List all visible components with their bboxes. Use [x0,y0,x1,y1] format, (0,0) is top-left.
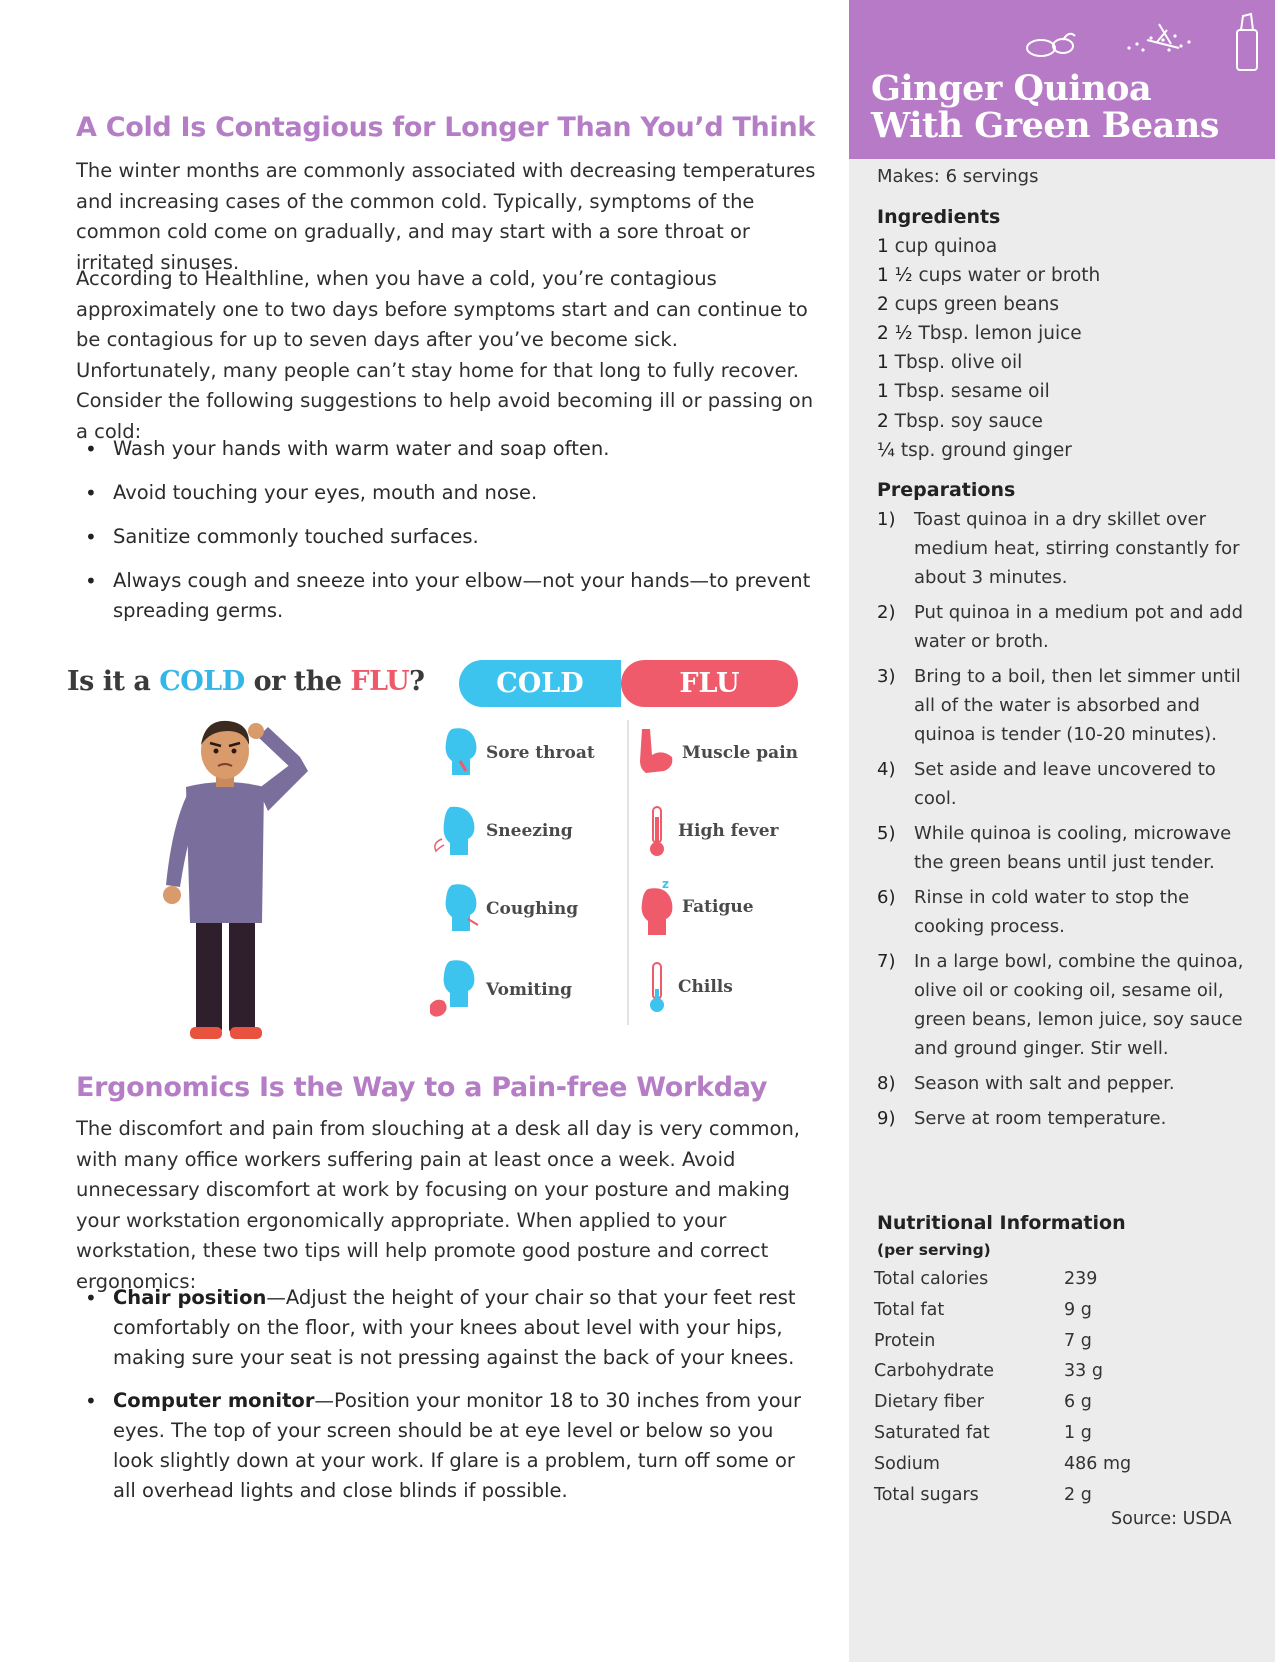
symptom-fatigue [636,877,754,937]
table-row [874,1264,1184,1295]
tip-text: —Adjust the height of your chair so that your feet rest comfortably on the floor, with your knees about level with your hips, making sure your seat is not pressing against the back of your knees. [113,1286,796,1369]
nutrient-value: 486 mg [1064,1453,1132,1474]
list-item [877,436,1100,465]
table-row [874,1326,1184,1357]
list-item: • Avoid touching your eyes, mouth and nose. [76,478,816,508]
table-row [874,1449,1184,1480]
article-title-ergonomics: Ergonomics Is the Way to a Pain-free Workday [76,1072,768,1103]
nutrient-name: Dietary fiber [874,1392,984,1413]
recipe-title [871,70,1271,144]
symptom-coughing [442,881,578,937]
nutrient-value: 2 g [1064,1484,1092,1505]
ingredient-item: tsp. ground ginger [894,439,1072,461]
list-item [877,755,1257,813]
ingredient-item: Tbsp. sesame oil [888,381,1050,403]
nutrient-name: Total sugars [874,1484,979,1505]
sore-throat-icon [442,725,480,781]
recipe-title-line: Ginger Quinoa [871,68,1152,109]
symptom-label: High fever [678,821,779,841]
table-row [874,1295,1184,1326]
ingredients-list [877,232,1100,465]
table-row [874,1480,1184,1511]
step-number: 9) [877,1108,896,1129]
list-item [877,1069,1257,1098]
symptom-vomiting [422,957,572,1023]
ingredient-item: Tbsp. lemon juice [912,323,1082,345]
symptom-muscle-pain [636,725,798,781]
symptom-label: Muscle pain [682,743,799,763]
step-text: Season with salt and pepper. [914,1073,1175,1094]
symptom-label: Fatigue [682,897,754,917]
step-number: 4) [877,759,896,780]
symptom-label: Coughing [486,899,579,919]
sneezing-icon [430,803,480,859]
list-item [877,1104,1257,1133]
confused-person-illustration [150,715,320,1040]
ingredient-qty: 1 [877,381,889,403]
article-paragraph: According to Healthline, when you have a cold, you’re contagious approximately one to two days before symptoms start and can continue to be contagious for up to seven days after you’ve become sick. Unfortunately, many people can’t stay home for that long to fully recover. Consider the following suggestions to help avoid becoming ill or passing on a cold: [76,267,814,443]
step-text: Rinse in cold water to stop the cooking process. [914,887,1190,937]
list-item [877,883,1257,941]
nutrition-table [874,1264,1184,1510]
list-item [877,232,1100,261]
list-item [877,290,1100,319]
recipe-banner [849,0,1275,159]
symptom-label: Sneezing [486,821,573,841]
ingredients-heading: Ingredients [877,206,1001,228]
step-text: Bring to a boil, then let simmer until all of the water is absorbed and quinoa is tender (10-20 minutes). [914,666,1241,745]
step-number: 5) [877,823,896,844]
list-item [877,662,1257,749]
tip-term: Chair position [113,1286,267,1309]
nutrient-value: 33 g [1064,1361,1103,1382]
vomiting-icon [422,957,480,1023]
step-number: 1) [877,509,896,530]
step-text: In a large bowl, combine the quinoa, olive oil or cooking oil, sesame oil, green beans, lemon juice, soy sauce and ground ginger. Stir well. [914,951,1244,1059]
recipe-title-line: With Green Beans [871,105,1219,146]
symptom-chills [642,959,733,1015]
nutrient-value: 9 g [1064,1299,1092,1320]
list-item [76,1386,816,1506]
symptom-label: Chills [678,977,733,997]
list-item [877,505,1257,592]
list-item [877,348,1100,377]
nutrient-name: Saturated fat [874,1422,990,1443]
ingredient-qty: 1 [877,236,889,257]
ingredient-qty: 2 [877,410,889,432]
symptom-sore-throat [442,725,595,781]
cold-tips-list [76,434,816,640]
infographic-question [67,666,424,697]
step-number: 3) [877,666,896,687]
question-cold: COLD [159,666,245,697]
servings-text: Makes: 6 servings [877,166,1039,187]
ingredient-qty: ¼ [877,439,895,461]
svg-text:z: z [662,877,669,891]
table-row [874,1418,1184,1449]
nutrition-heading: Nutritional Information [877,1212,1126,1234]
nutrient-name: Sodium [874,1453,940,1474]
ergonomics-tips-list [76,1283,816,1519]
cold-header: COLD [459,660,621,707]
source-credit: Source: USDA [1111,1509,1232,1529]
tip-term: Computer monitor [113,1389,315,1412]
nutrition-subheading: (per serving) [877,1241,991,1259]
muscle-pain-icon [636,725,676,781]
symptom-label: Vomiting [486,980,572,1000]
list-item [877,319,1100,348]
list-item [877,377,1100,406]
column-divider [627,720,629,1025]
recipe-sidebar [849,0,1275,1662]
ingredient-qty: 1 [877,352,889,374]
step-text: Serve at room temperature. [914,1108,1167,1129]
nutrient-name: Protein [874,1330,936,1351]
table-row [874,1356,1184,1387]
article-title-cold: A Cold Is Contagious for Longer Than You’d Think [76,112,816,143]
question-text: ? [409,666,425,697]
thermometer-icon [642,803,672,859]
step-number: 8) [877,1073,896,1094]
list-item [76,1283,816,1373]
question-text: Is it a [67,666,160,697]
ingredient-qty: 2 [877,294,889,316]
fatigue-icon [636,877,676,937]
step-number: 2) [877,602,896,623]
nutrient-value: 6 g [1064,1392,1092,1413]
ingredient-item: Tbsp. olive oil [888,352,1023,374]
ingredient-qty: 2 ½ [877,323,913,345]
nutrient-name: Carbohydrate [874,1361,995,1382]
ingredient-item: cups green beans [888,294,1059,316]
list-item [877,598,1257,656]
step-text: Put quinoa in a medium pot and add water or broth. [914,602,1244,652]
list-item: • Wash your hands with warm water and soap often. [76,434,816,464]
cold-flu-header [459,660,798,707]
symptom-sneezing [430,803,573,859]
preparations-heading: Preparations [877,479,1016,501]
nutrient-value: 1 g [1064,1422,1092,1443]
preparation-steps [877,505,1257,1139]
article-paragraph: The winter months are commonly associated with decreasing temperatures and increasing cases of the common cold. Typically, symptoms of the common cold come on gradually, and may start with a sore throat or irritated sinuses. [76,159,816,274]
list-item [877,261,1100,290]
ingredients-icons [1019,10,1269,75]
step-text: Set aside and leave uncovered to cool. [914,759,1216,809]
table-row [874,1387,1184,1418]
cold-thermometer-icon [642,959,672,1015]
symptom-label: Sore throat [486,743,595,763]
article-paragraph: The discomfort and pain from slouching at a desk all day is very common, with many office workers suffering pain at least once a week. Avoid unnecessary discomfort at work by focusing on your posture and making your workstation ergonomically appropriate. When applied to your workstation, these two tips will help promote good posture and correct ergonomics: [76,1117,801,1293]
step-number: 6) [877,887,896,908]
list-item [877,947,1257,1063]
coughing-icon [442,881,480,937]
step-text: While quinoa is cooling, microwave the green beans until just tender. [914,823,1232,873]
ingredient-item: Tbsp. soy sauce [888,410,1043,432]
step-text: Toast quinoa in a dry skillet over medium heat, stirring constantly for about 3 minutes. [914,509,1240,588]
list-item [877,819,1257,877]
ingredient-item: cup quinoa [888,236,998,257]
tip-text: —Position your monitor 18 to 30 inches from your eyes. The top of your screen should be at eye level or below so you look slightly down at your work. If glare is a problem, turn off some or all overhead lights and close blinds if possible. [113,1389,802,1502]
list-item: • Sanitize commonly touched surfaces. [76,522,816,552]
symptom-high-fever [642,803,778,859]
ingredient-qty: 1 ½ [877,265,913,287]
question-flu: FLU [350,666,410,697]
flu-header: FLU [621,660,798,707]
nutrient-value: 7 g [1064,1330,1092,1351]
list-item [877,407,1100,436]
nutrient-name: Total calories [874,1269,989,1289]
step-number: 7) [877,951,896,972]
nutrient-value: 239 [1064,1269,1098,1289]
nutrient-name: Total fat [874,1299,945,1320]
ingredient-item: cups water or broth [912,265,1101,287]
question-text: or the [244,666,351,697]
list-item: • Always cough and sneeze into your elbow—not your hands—to prevent spreading germs. [76,566,816,626]
cold-vs-flu-infographic [64,655,804,1045]
